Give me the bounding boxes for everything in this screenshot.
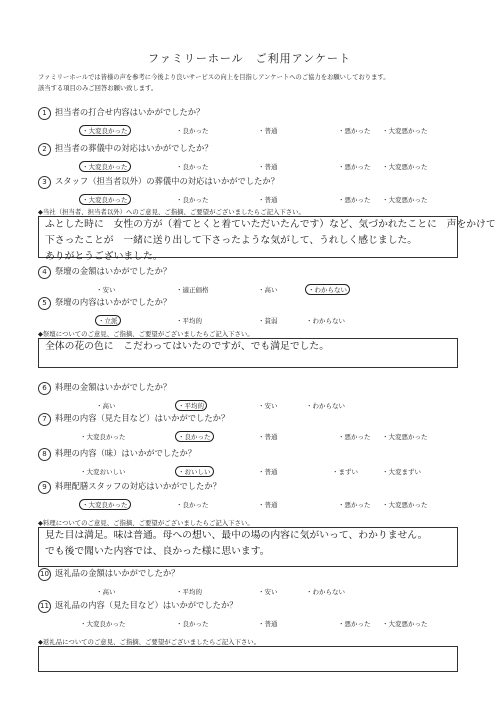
option-11-1[interactable]: ・大変良かった [80, 620, 126, 628]
option-2-1[interactable]: ・大変良かった [82, 163, 128, 171]
option-9-2[interactable]: ・良かった [176, 501, 209, 509]
question-text: 料理の金額はいかがでしたか？ [55, 382, 172, 392]
option-7-5[interactable]: ・大変悪かった [382, 433, 428, 441]
option-6-2[interactable]: ・平均的 [178, 402, 204, 410]
page-title: ファミリーホール ご利用アンケート [148, 52, 351, 65]
question-text: スタッフ（担当者以外）の葬儀中の対応はいかがでしたか？ [55, 176, 280, 186]
option-2-3[interactable]: ・普通 [258, 163, 278, 171]
option-3-5[interactable]: ・大変悪かった [382, 196, 428, 204]
option-5-4[interactable]: ・わからない [306, 317, 345, 325]
options-row [0, 316, 499, 328]
comment-box[interactable] [38, 527, 458, 567]
option-6-3[interactable]: ・安い [258, 402, 278, 410]
options-row [0, 500, 499, 512]
comment-box[interactable] [38, 646, 458, 672]
option-4-4[interactable]: ・わからない [308, 286, 347, 294]
question-text: 料理の内容（見た目など）はいかがでしたか？ [55, 413, 230, 423]
option-9-4[interactable]: ・悪かった [338, 501, 371, 509]
option-2-2[interactable]: ・良かった [176, 163, 209, 171]
question-number: 11 [38, 600, 51, 613]
handwritten-line: ありがとうございました。 [45, 251, 163, 262]
options-row [0, 126, 499, 138]
question-1 [38, 106, 204, 120]
option-2-5[interactable]: ・大変悪かった [382, 163, 428, 171]
handwritten-line: でも後で聞いた内容では、良かった様に思います。 [45, 546, 270, 557]
intro-line: ファミリーホールでは皆様の声を参考に今後より良いサービスの向上を目指しアンケートへのご協力をお願いしております。 [38, 74, 390, 81]
question-text: 担当者の打合せ内容はいかがでしたか？ [55, 107, 205, 117]
option-3-1[interactable]: ・大変良かった [82, 196, 128, 204]
question-number: 2 [38, 143, 51, 156]
option-9-5[interactable]: ・大変悪かった [382, 501, 428, 509]
option-10-2[interactable]: ・平均的 [176, 588, 202, 596]
question-10 [38, 567, 179, 581]
note-label: ◆返礼品についてのご意見、ご指摘、ご要望がございましたらご記入下さい。 [38, 638, 261, 646]
handwritten-line: ふとした時に 女性の方が（着てとくと着ていただいたんです）など、気づかれたことに 声をかけて [45, 219, 496, 230]
question-number: 1 [38, 107, 51, 120]
handwritten-line: 下さったことが 一緒に送り出して下さったような気がして、うれしく感じました。 [45, 235, 418, 246]
option-11-4[interactable]: ・悪かった [338, 620, 371, 628]
question-text: 祭壇の内容はいかがでしたか？ [55, 297, 172, 307]
question-11 [38, 599, 238, 613]
handwritten-line: 全体の花の色に こだわってはいたのですが、でも満足でした。 [45, 341, 330, 352]
option-8-4[interactable]: ・まずい [332, 468, 358, 476]
option-5-1[interactable]: ・立派 [98, 317, 118, 325]
option-11-5[interactable]: ・大変悪かった [382, 620, 428, 628]
handwritten-line: 見た目は満足。味は普通。母への想い、最中の場の内容に気がいって、わかりません。 [45, 530, 428, 541]
option-7-2[interactable]: ・良かった [178, 433, 211, 441]
question-4 [38, 265, 171, 279]
question-9 [38, 480, 221, 494]
question-text: 料理配膳スタッフの対応はいかがでしたか？ [55, 481, 221, 491]
options-row [0, 587, 499, 599]
option-2-4[interactable]: ・悪かった [338, 163, 371, 171]
option-7-4[interactable]: ・悪かった [338, 433, 371, 441]
options-row [0, 432, 499, 444]
option-3-2[interactable]: ・良かった [176, 196, 209, 204]
note-label: ◆祭壇についてのご意見、ご指摘、ご要望がございましたらご記入下さい。 [38, 330, 254, 338]
option-10-4[interactable]: ・わからない [306, 588, 345, 596]
note-label: ◆料理についてのご意見、ご指摘、ご要望がございましたらご記入下さい。 [38, 519, 254, 527]
question-number: 3 [38, 176, 51, 189]
intro-text [38, 72, 478, 94]
option-9-3[interactable]: ・普通 [258, 501, 278, 509]
question-number: 4 [38, 266, 51, 279]
option-11-3[interactable]: ・普通 [258, 620, 278, 628]
note-label: ◆当社（担当者、担当者以外）へのご意見、ご指摘、ご要望がございましたらご記入下さい。 [38, 208, 305, 216]
question-number: 8 [38, 448, 51, 461]
question-number: 9 [38, 481, 51, 494]
option-5-2[interactable]: ・平均的 [176, 317, 202, 325]
option-4-1[interactable]: ・安い [96, 286, 116, 294]
option-3-4[interactable]: ・悪かった [338, 196, 371, 204]
option-6-4[interactable]: ・わからない [306, 402, 345, 410]
option-7-3[interactable]: ・普通 [258, 433, 278, 441]
question-text: 返礼品の金額はいかがでしたか？ [55, 568, 180, 578]
question-5 [38, 296, 171, 310]
option-8-5[interactable]: ・大変まずい [382, 468, 421, 476]
options-row [0, 195, 499, 207]
question-number: 6 [38, 382, 51, 395]
option-1-2[interactable]: ・良かった [176, 127, 209, 135]
question-2 [38, 142, 213, 156]
question-6 [38, 381, 171, 395]
question-number: 7 [38, 413, 51, 426]
question-text: 担当者の葬儀中の対応はいかがでしたか？ [55, 143, 213, 153]
comment-box[interactable] [38, 216, 496, 262]
options-row [0, 619, 499, 631]
option-4-2[interactable]: ・適正価格 [176, 286, 209, 294]
question-8 [38, 447, 196, 461]
question-number: 5 [38, 297, 51, 310]
option-7-1[interactable]: ・大変良かった [80, 433, 126, 441]
option-10-3[interactable]: ・安い [258, 588, 278, 596]
question-text: 祭壇の金額はいかがでしたか？ [55, 266, 172, 276]
option-3-3[interactable]: ・普通 [258, 196, 278, 204]
question-number: 10 [38, 568, 51, 581]
option-6-1[interactable]: ・高い [96, 402, 116, 410]
question-text: 料理の内容（味）はいかがでしたか？ [55, 448, 197, 458]
option-8-1[interactable]: ・大変おいしい [80, 468, 126, 476]
option-1-3[interactable]: ・普通 [258, 127, 278, 135]
question-text: 返礼品の内容（見た目など）はいかがでしたか？ [55, 600, 238, 610]
intro-line: 該当する項目のみご回答お願い致します。 [38, 85, 158, 92]
comment-box[interactable] [38, 338, 458, 368]
option-9-1[interactable]: ・大変良かった [82, 501, 128, 509]
option-5-3[interactable]: ・貧弱 [258, 317, 278, 325]
question-3 [38, 175, 279, 189]
option-1-4[interactable]: ・悪かった [338, 127, 371, 135]
option-4-3[interactable]: ・高い [258, 286, 278, 294]
option-1-1[interactable]: ・大変良かった [82, 127, 128, 135]
options-row [0, 467, 499, 479]
option-11-2[interactable]: ・良かった [176, 620, 209, 628]
option-10-1[interactable]: ・高い [96, 588, 116, 596]
option-8-3[interactable]: ・普通 [258, 468, 278, 476]
options-row [0, 162, 499, 174]
option-8-2[interactable]: ・おいしい [178, 468, 211, 476]
question-7 [38, 412, 229, 426]
option-1-5[interactable]: ・大変悪かった [382, 127, 428, 135]
